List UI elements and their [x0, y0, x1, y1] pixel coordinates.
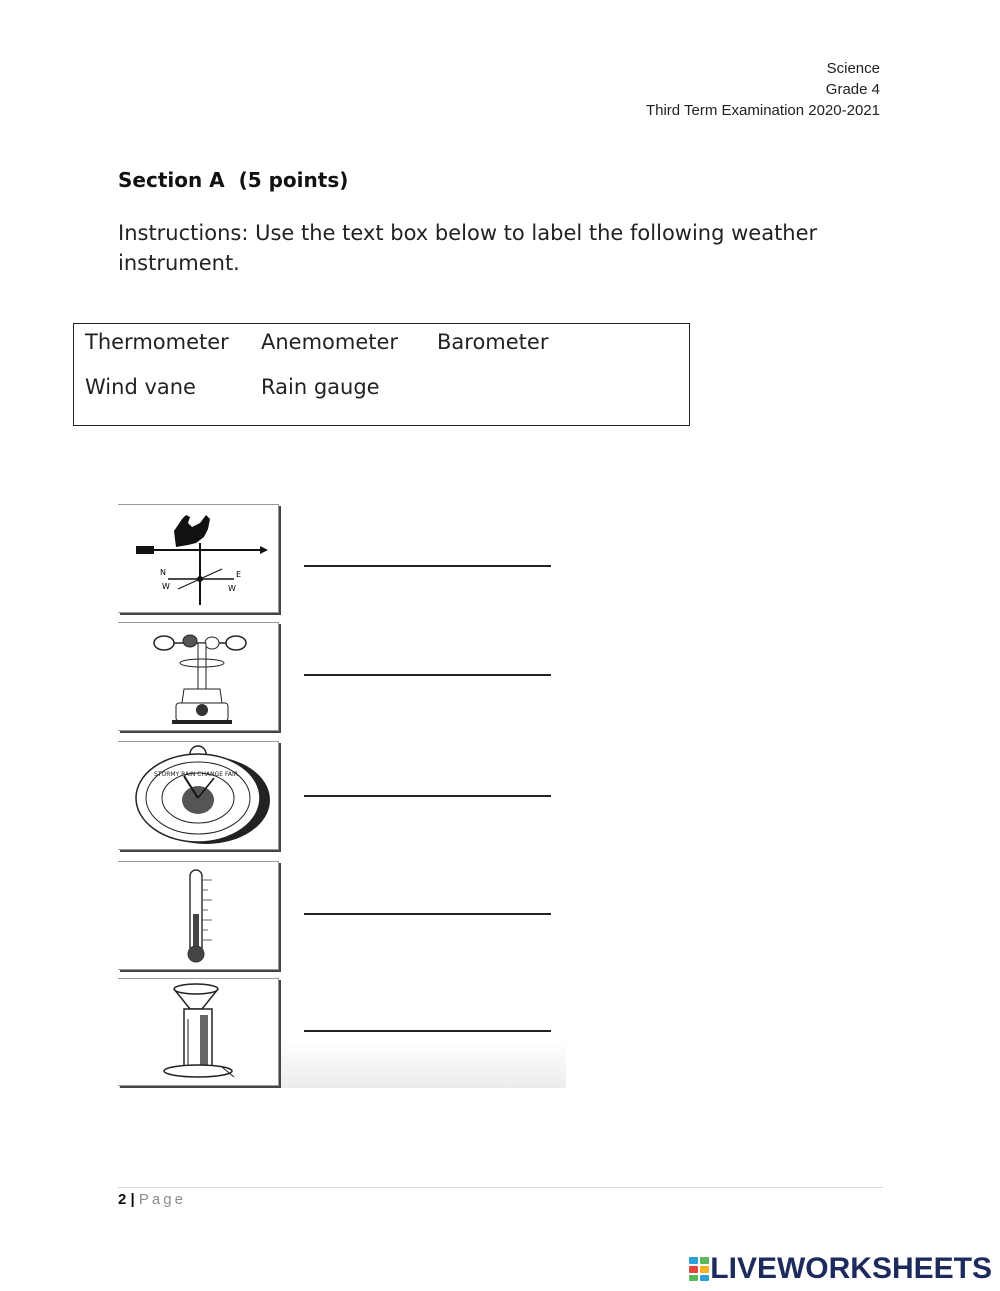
word-bank-item: Wind vane — [85, 375, 196, 399]
svg-text:W: W — [162, 582, 170, 591]
answer-line[interactable] — [304, 565, 551, 567]
header-subject: Science — [826, 60, 880, 77]
rain-gauge-image — [118, 978, 279, 1086]
word-bank-item: Rain gauge — [261, 375, 380, 399]
answer-line[interactable] — [304, 1030, 551, 1032]
logo-text: LIVEWORKSHEETS — [710, 1252, 992, 1285]
svg-text:N: N — [160, 568, 166, 577]
wind-vane-image — [118, 504, 279, 613]
thermometer-image — [118, 861, 279, 970]
answer-line[interactable] — [304, 913, 551, 915]
barometer-icon — [118, 742, 278, 849]
footer-rule — [118, 1187, 883, 1188]
answer-line[interactable] — [304, 795, 551, 797]
page-label: Page — [138, 1191, 186, 1208]
section-title: Section A (5 points) — [118, 168, 349, 192]
word-bank-item: Barometer — [437, 330, 549, 354]
page-separator: | — [126, 1191, 139, 1208]
anemometer-image — [118, 622, 279, 731]
wind-vane-icon — [118, 505, 278, 612]
answer-line[interactable] — [304, 674, 551, 676]
rain-gauge-icon — [118, 979, 278, 1085]
thermometer-icon — [118, 862, 278, 969]
svg-text:STORMY RAIN CHANGE FAIR: STORMY RAIN CHANGE FAIR — [154, 771, 238, 778]
header-exam: Third Term Examination 2020-2021 — [645, 102, 880, 119]
page-footer — [118, 1191, 186, 1208]
svg-text:E: E — [236, 570, 242, 579]
barometer-image — [118, 741, 279, 850]
svg-text:W: W — [228, 584, 236, 593]
anemometer-icon — [118, 623, 278, 730]
header-grade: Grade 4 — [825, 81, 880, 98]
word-bank-box — [73, 323, 690, 426]
instructions-text: Instructions: Use the text box below to label the following weather instrument. — [118, 221, 818, 275]
logo-mark-icon — [688, 1256, 710, 1282]
page-number: 2 — [118, 1191, 127, 1208]
liveworksheets-logo — [688, 1252, 992, 1286]
word-bank-item: Anemometer — [261, 330, 399, 354]
word-bank-item: Thermometer — [85, 330, 229, 354]
